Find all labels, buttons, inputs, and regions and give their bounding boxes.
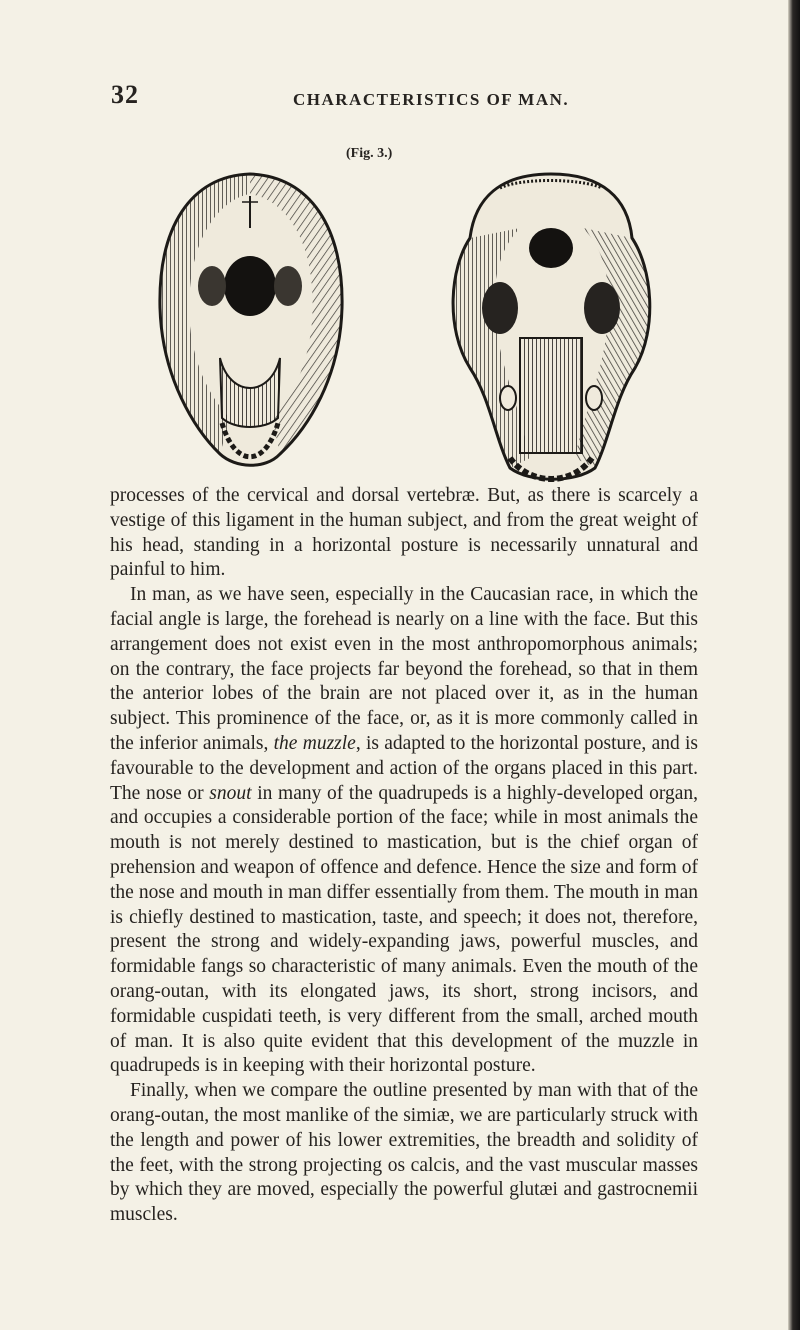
figure-3 <box>150 168 670 486</box>
figure-label: (Fig. 3.) <box>346 146 393 161</box>
page-header <box>111 80 691 110</box>
text-run: , is adapted to the horizontal posture, and is favourable to the development and action of the organs placed in this part. The nose or <box>110 732 698 804</box>
italic-term: the muzzle <box>273 732 356 754</box>
text-run: Finally, when we compare the outline presented by man with that of the orang-outan, the most manlike of the simiæ, we are particularly struck with the length and power of his lower extremities, the breadth and solidity of the feet, with the strong projecting os calcis, and the vast muscular masses by which they are moved, especially the powerful glutæi and gastrocnemii muscles. <box>110 1080 698 1226</box>
italic-term: snout <box>209 782 252 804</box>
orang-outan-skull-illustration <box>440 168 662 486</box>
paragraph-3 <box>110 1079 698 1228</box>
paragraph-1 <box>110 484 698 583</box>
page-number: 32 <box>111 80 139 109</box>
text-run: In man, as we have seen, especially in the Caucasian race, in which the facial angle is large, the forehead is nearly on a line with the face. But this arrangement does not exist even in the most anthropomorphous animals; on the contrary, the face projects far beyond the forehead, so that in them the anterior lobes of the brain are not placed over it, as in the human subject. This prominence of the face, or, as it is more commonly called in the inferior animals, <box>110 584 698 754</box>
body-text <box>110 484 698 1228</box>
page-edge-shadow <box>788 0 800 1330</box>
text-run: in many of the quadrupeds is a highly-developed organ, and occupies a considerable portion of the face; while in most animals the mouth is not merely destined to mastication, but is the chief organ of prehension and weapon of offence and defence. Hence the size and form of the nose and mouth in man differ essentially from them. The mouth in man is chiefly destined to mastication, taste, and speech; it does not, therefore, present the strong and widely-expanding jaws, powerful muscles, and formidable fangs so characteristic of many animals. Even the mouth of the orang-outan, with its elongated jaws, its short, strong incisors, and formidable cuspidati teeth, is very different from the small, arched mouth of man. It is also quite evident that this development of the muzzle in quadrupeds is in keeping with their horizontal posture. <box>110 782 698 1077</box>
paragraph-2 <box>110 583 698 1079</box>
running-title: CHARACTERISTICS OF MAN. <box>293 90 570 109</box>
human-skull-illustration <box>150 168 350 486</box>
text-run: processes of the cervical and dorsal vertebræ. But, as there is scarcely a vestige of this ligament in the human subject, and from the great weight of his head, standing in a horizontal posture is necessarily unnatural and painful to him. <box>110 485 698 581</box>
